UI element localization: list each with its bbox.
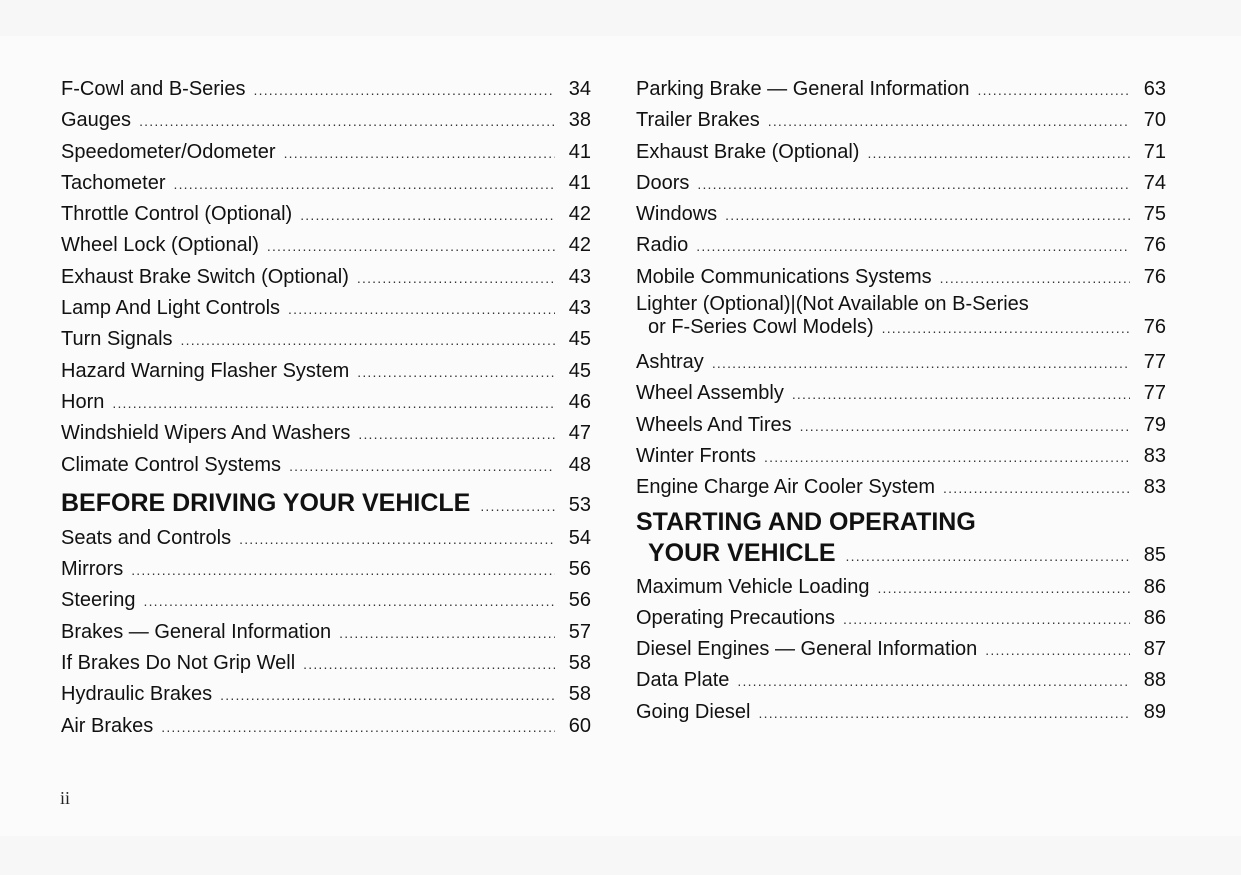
toc-entry[interactable] (636, 634, 1166, 665)
toc-entry[interactable] (61, 418, 591, 449)
dot-leader (985, 635, 1130, 666)
entry-label: Winter Fronts (636, 444, 757, 467)
dot-leader (161, 712, 555, 743)
entry-label: Trailer Brakes (636, 109, 760, 132)
dot-leader (843, 604, 1130, 635)
toc-entry[interactable] (61, 105, 591, 136)
dot-leader (220, 680, 555, 711)
entry-page-number: 41 (568, 171, 591, 194)
dot-leader (882, 317, 1130, 340)
toc-entry[interactable] (636, 572, 1166, 603)
entry-page-number: 63 (1143, 78, 1166, 100)
page-folio: ii (60, 788, 71, 808)
toc-left-column (61, 74, 591, 742)
toc-entry[interactable] (61, 293, 591, 324)
toc-entry[interactable] (636, 603, 1166, 634)
toc-entry[interactable] (61, 679, 591, 710)
entry-page-number: 45 (568, 328, 591, 351)
dot-leader (357, 263, 555, 294)
entry-label: Tachometer (61, 171, 166, 194)
toc-entry[interactable] (636, 472, 1166, 503)
dot-leader (943, 473, 1130, 504)
toc-entry[interactable] (61, 262, 591, 293)
entry-page-number: 56 (568, 558, 591, 581)
entry-page-number: 57 (568, 620, 591, 643)
toc-entry[interactable] (636, 665, 1166, 696)
dot-leader (480, 486, 555, 526)
entry-page-number: 42 (568, 203, 591, 226)
entry-label: Going Diesel (636, 700, 751, 723)
entry-page-number: 88 (1143, 669, 1166, 692)
entry-label: Ashtray (636, 351, 704, 374)
dot-leader (357, 357, 555, 388)
entry-label: Radio (636, 234, 689, 257)
entry-page-number: 86 (1143, 575, 1166, 598)
entry-label: Data Plate (636, 669, 730, 692)
entry-label: Mirrors (61, 558, 124, 581)
dot-leader (181, 325, 555, 356)
entry-page-number: 76 (1143, 234, 1166, 257)
dot-leader (846, 539, 1130, 573)
toc-entry[interactable] (636, 74, 1166, 105)
entry-page-number: 71 (1143, 140, 1166, 163)
dot-leader (768, 106, 1130, 137)
entry-label: Windshield Wipers And Washers (61, 422, 351, 445)
entry-label: Operating Precautions (636, 606, 836, 629)
entry-stack (636, 293, 1166, 340)
entry-label: Air Brakes (61, 714, 154, 737)
entry-label-line2: or F-Series Cowl Models) (648, 316, 874, 339)
toc-entry[interactable] (61, 648, 591, 679)
entry-label: Steering (61, 589, 136, 612)
entry-label: Gauges (61, 109, 132, 132)
toc-group-right-a (636, 74, 1166, 293)
entry-page-number: 83 (1143, 476, 1166, 499)
entry-page-number: 77 (1143, 382, 1166, 405)
toc-entry[interactable] (61, 199, 591, 230)
dot-leader (697, 169, 1130, 200)
entry-page-number: 77 (1143, 351, 1166, 374)
dot-leader (877, 573, 1130, 604)
dot-leader (144, 586, 556, 617)
dot-leader (131, 555, 555, 586)
entry-page-number: 86 (1143, 606, 1166, 629)
dot-leader (339, 618, 555, 649)
toc-entry[interactable] (61, 137, 591, 168)
toc-entry[interactable] (636, 230, 1166, 261)
entry-page-number: 47 (568, 422, 591, 445)
dot-leader (288, 294, 555, 325)
section-title-line2: YOUR VEHICLE (648, 538, 836, 567)
toc-entry[interactable] (61, 523, 591, 554)
dot-leader (867, 138, 1130, 169)
toc-entry[interactable] (636, 347, 1166, 378)
toc-entry[interactable] (636, 441, 1166, 472)
entry-page-number: 76 (1143, 265, 1166, 288)
entry-page-number: 58 (568, 652, 591, 675)
dot-leader (139, 106, 555, 137)
dot-leader (978, 75, 1131, 106)
toc-entry[interactable] (61, 230, 591, 261)
entry-page-number: 58 (568, 683, 591, 706)
entry-page-number: 43 (568, 297, 591, 320)
entry-page-number: 70 (1143, 109, 1166, 132)
toc-group-left-a (61, 74, 591, 481)
entry-page-number: 76 (1143, 316, 1166, 339)
dot-leader (300, 200, 555, 231)
dot-leader (737, 666, 1130, 697)
entry-label: Doors (636, 171, 690, 194)
toc-entry[interactable] (61, 74, 591, 105)
entry-page-number: 34 (568, 78, 591, 100)
toc-entry[interactable] (636, 199, 1166, 230)
toc-entry[interactable] (61, 711, 591, 742)
toc-entry[interactable] (61, 617, 591, 648)
entry-page-number: 89 (1143, 700, 1166, 723)
entry-label: Throttle Control (Optional) (61, 203, 293, 226)
entry-page-number: 74 (1143, 171, 1166, 194)
dot-leader (254, 75, 555, 106)
toc-entry[interactable] (61, 168, 591, 199)
entry-page-number: 83 (1143, 444, 1166, 467)
dot-leader (303, 649, 555, 680)
toc-entry[interactable] (636, 378, 1166, 409)
toc-entry[interactable] (636, 262, 1166, 293)
entry-label: Windows (636, 203, 718, 226)
entry-page-number: 79 (1143, 413, 1166, 436)
entry-label: Engine Charge Air Cooler System (636, 476, 936, 499)
section-page-number: 53 (568, 493, 591, 516)
entry-label: Hazard Warning Flasher System (61, 359, 350, 382)
entry-label: Wheels And Tires (636, 413, 792, 436)
entry-label: Climate Control Systems (61, 453, 282, 476)
toc-entry[interactable] (61, 356, 591, 387)
toc-entry[interactable] (636, 410, 1166, 441)
entry-label: Maximum Vehicle Loading (636, 575, 870, 598)
toc-entry[interactable] (61, 387, 591, 418)
section-heading-starting-operating[interactable] (636, 508, 1166, 572)
section-line2 (636, 536, 1166, 570)
entry-page-number: 38 (568, 109, 591, 132)
entry-page-number: 41 (568, 140, 591, 163)
entry-label: Exhaust Brake (Optional) (636, 140, 860, 163)
toc-entry[interactable] (61, 585, 591, 616)
entry-label: Lamp And Light Controls (61, 297, 281, 320)
entry-page-number: 48 (568, 453, 591, 476)
dot-leader (764, 442, 1130, 473)
toc-group-right-c (636, 572, 1166, 728)
entry-label: F-Cowl and B-Series (61, 78, 246, 100)
entry-label: Mobile Communications Systems (636, 265, 932, 288)
dot-leader (267, 231, 555, 262)
entry-label: Hydraulic Brakes (61, 683, 213, 706)
entry-label: Speedometer/Odometer (61, 140, 276, 163)
entry-line2 (636, 316, 1166, 340)
toc-entry[interactable] (636, 697, 1166, 728)
toc-entry[interactable] (61, 554, 591, 585)
dot-leader (940, 263, 1130, 294)
section-title-line1: STARTING AND OPERATING (636, 507, 976, 536)
toc-entry[interactable] (636, 168, 1166, 199)
toc-right-column (636, 74, 1166, 728)
dot-leader (725, 200, 1130, 231)
toc-entry[interactable] (61, 324, 591, 355)
entry-label: Seats and Controls (61, 526, 232, 549)
dot-leader (239, 524, 555, 555)
entry-label: Exhaust Brake Switch (Optional) (61, 265, 349, 288)
entry-label: Wheel Lock (Optional) (61, 234, 259, 257)
entry-page-number: 54 (568, 526, 591, 549)
dot-leader (759, 698, 1130, 729)
entry-page-number: 75 (1143, 203, 1166, 226)
entry-page-number: 46 (568, 390, 591, 413)
dot-leader (712, 348, 1130, 379)
toc-entry-lighter[interactable] (636, 293, 1166, 347)
entry-page-number: 60 (568, 714, 591, 737)
entry-label: If Brakes Do Not Grip Well (61, 652, 296, 675)
entry-label: Parking Brake — General Information (636, 78, 970, 100)
entry-page-number: 87 (1143, 638, 1166, 661)
dot-leader (284, 138, 555, 169)
toc-group-left-b (61, 523, 591, 742)
section-heading-before-driving[interactable] (61, 483, 591, 523)
toc-entry[interactable] (636, 105, 1166, 136)
entry-page-number: 56 (568, 589, 591, 612)
entry-page-number: 45 (568, 359, 591, 382)
dot-leader (112, 388, 555, 419)
entry-page-number: 42 (568, 234, 591, 257)
dot-leader (174, 169, 556, 200)
dot-leader (289, 451, 555, 482)
dot-leader (792, 379, 1130, 410)
toc-entry[interactable] (61, 450, 591, 481)
entry-label: Wheel Assembly (636, 382, 784, 405)
toc-entry[interactable] (636, 137, 1166, 168)
dot-leader (800, 411, 1130, 442)
section-title: BEFORE DRIVING YOUR VEHICLE (61, 488, 471, 517)
dot-leader (696, 231, 1130, 262)
entry-label: Turn Signals (61, 328, 173, 351)
toc-group-right-b (636, 347, 1166, 503)
entry-label: Horn (61, 390, 105, 413)
entry-page-number: 43 (568, 265, 591, 288)
entry-label-line1: Lighter (Optional)|(Not Available on B-Series (636, 293, 1029, 316)
entry-label: Diesel Engines — General Information (636, 638, 978, 661)
section-page-number: 85 (1143, 543, 1166, 566)
dot-leader (358, 419, 555, 450)
entry-label: Brakes — General Information (61, 620, 332, 643)
